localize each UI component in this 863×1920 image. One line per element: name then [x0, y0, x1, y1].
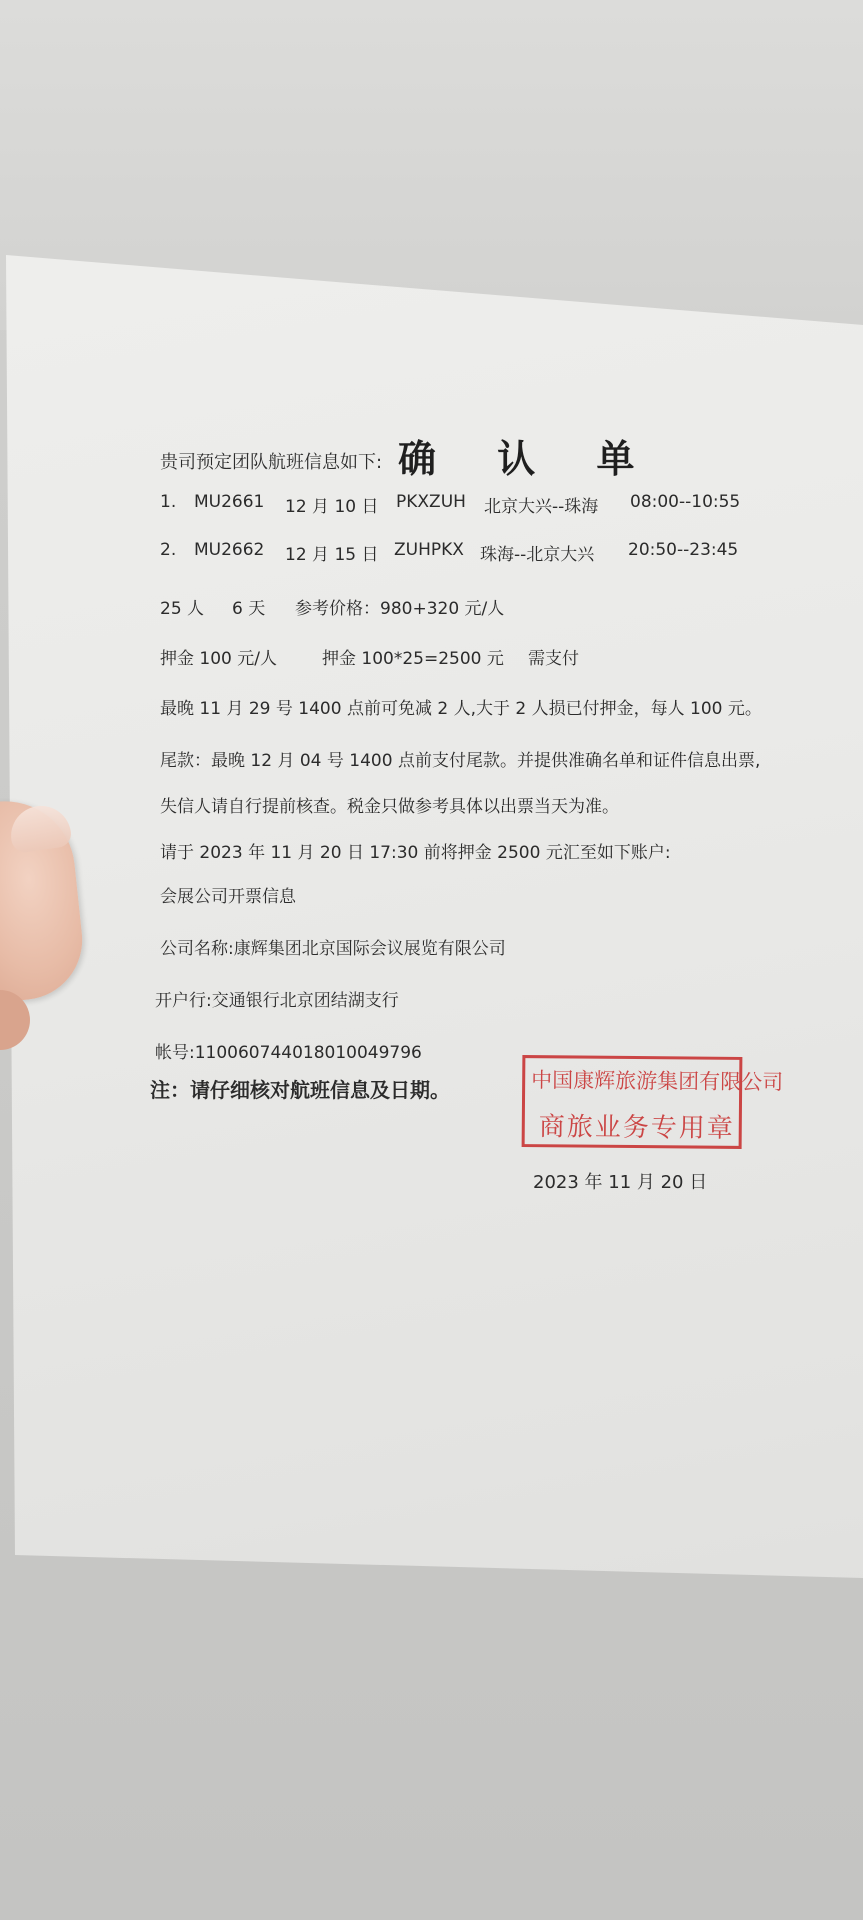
- flight-index: 1.: [160, 492, 177, 512]
- deposit-total: 押金 100*25=2500 元: [322, 649, 504, 669]
- stamp-line-2: 商旅业务专用章: [538, 1112, 735, 1144]
- bank-name: 开户行:交通银行北京团结湖支行: [155, 991, 399, 1011]
- flight-route: 珠海--北京大兴: [480, 545, 595, 565]
- days-count: 6 天: [232, 599, 266, 619]
- flight-date: 12 月 10 日: [285, 497, 379, 517]
- balance-payment: 尾款：最晚 12 月 04 号 1400 点前支付尾款。并提供准确名单和证件信息出票,: [160, 751, 761, 771]
- payment-status: 需支付: [528, 649, 579, 669]
- flight-number: MU2661: [194, 492, 265, 512]
- flight-date: 12 月 15 日: [285, 545, 379, 565]
- company-name: 公司名称:康辉集团北京国际会议展览有限公司: [160, 939, 506, 959]
- flight-time: 20:50--23:45: [628, 540, 739, 560]
- verification-note: 失信人请自行提前核查。税金只做参考具体以出票当天为准。: [160, 797, 619, 817]
- flight-time: 08:00--10:55: [630, 492, 741, 512]
- company-seal-stamp: [522, 1055, 784, 1149]
- flight-number: MU2662: [194, 540, 265, 560]
- document-title: 确 认 单: [398, 437, 659, 481]
- document-date: 2023 年 11 月 20 日: [533, 1172, 708, 1193]
- flight-route: 北京大兴--珠海: [484, 497, 599, 517]
- deposit-per-person: 押金 100 元/人: [160, 649, 277, 669]
- stamp-line-1: 中国康辉旅游集团有限公司: [531, 1068, 784, 1095]
- intro-line: 贵司预定团队航班信息如下:: [160, 452, 383, 473]
- invoice-heading: 会展公司开票信息: [160, 887, 296, 907]
- verification-warning: 注：请仔细核对航班信息及日期。: [150, 1078, 450, 1102]
- reduction-rule: 最晚 11 月 29 号 1400 点前可免减 2 人,大于 2 人损已付押金，每人 100 元。: [160, 699, 762, 719]
- people-count: 25 人: [160, 599, 205, 619]
- account-number: 帐号:110060744018010049796: [155, 1043, 422, 1063]
- flight-code: PKXZUH: [396, 492, 466, 512]
- flight-index: 2.: [160, 540, 177, 560]
- reference-price: 参考价格：980+320 元/人: [295, 599, 505, 619]
- remittance-instruction: 请于 2023 年 11 月 20 日 17:30 前将押金 2500 元汇至如下账户:: [160, 843, 671, 863]
- flight-code: ZUHPKX: [394, 540, 464, 560]
